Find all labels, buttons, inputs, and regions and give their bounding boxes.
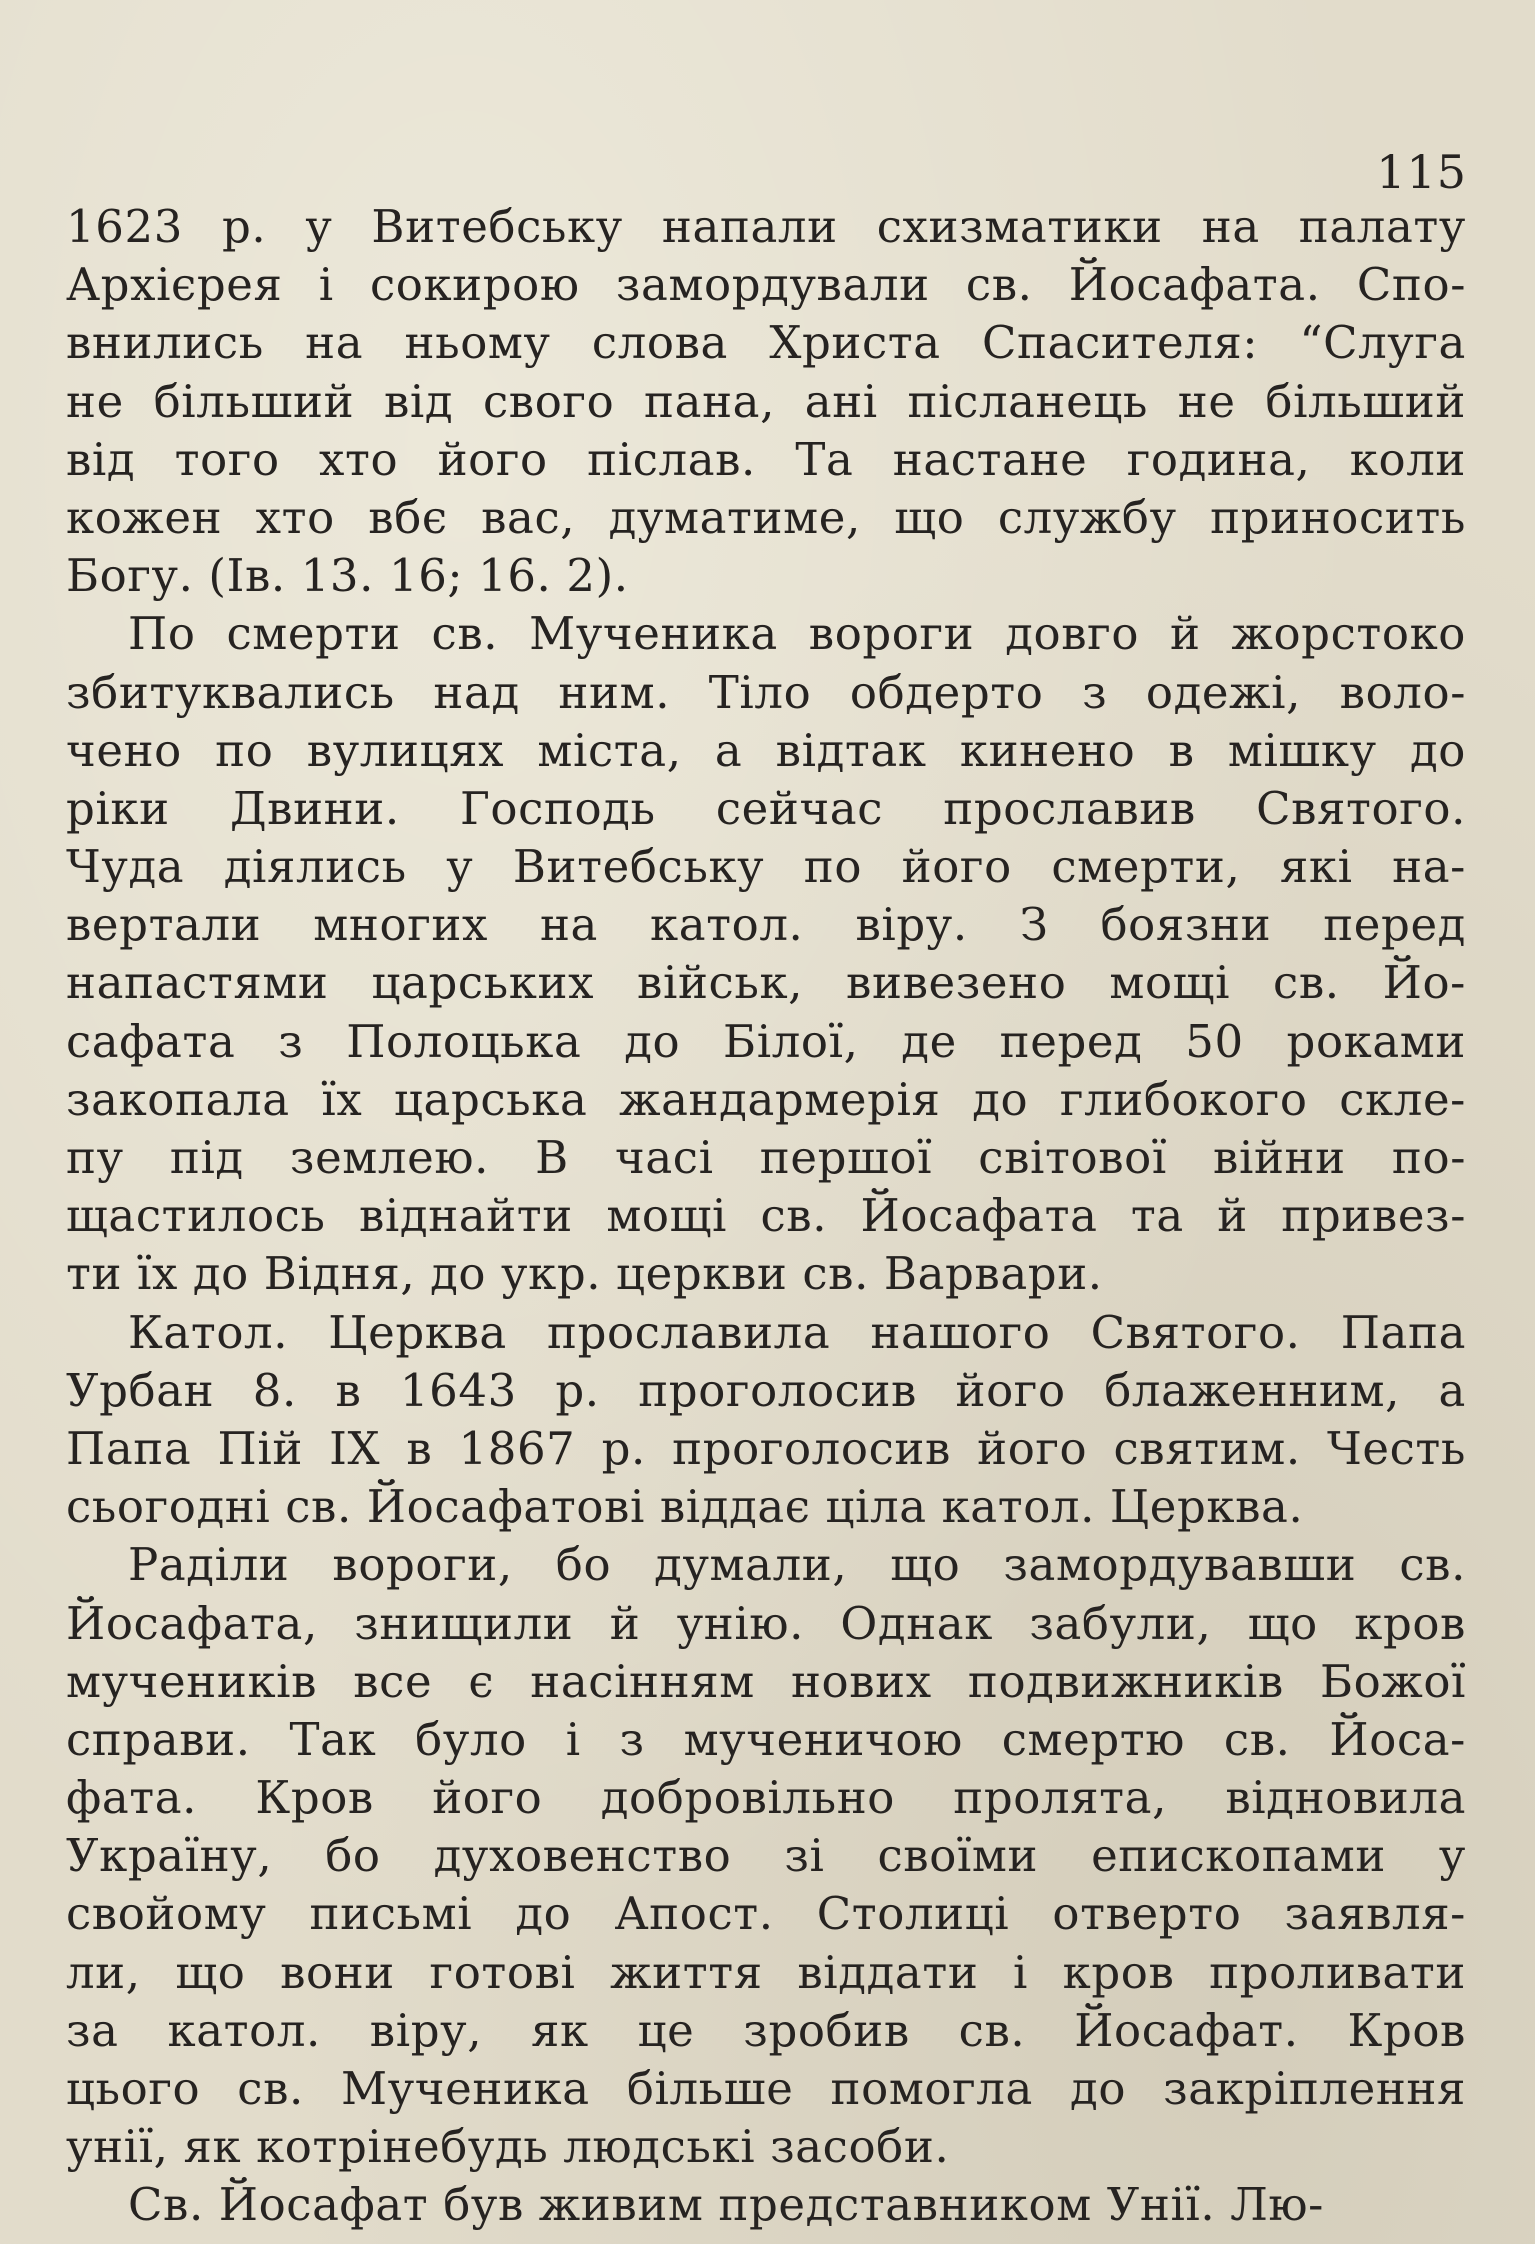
text-line: за катол. віру, як це зробив св. Йосафат. Кров	[66, 2003, 1466, 2057]
text-line: сьогодні св. Йосафатові віддає ціла катол. Церква.	[66, 1480, 1304, 1534]
text-line: не більший від свого пана, ані післанець не більший	[66, 374, 1466, 428]
paragraph	[66, 198, 1466, 605]
text-line: вертали многих на катол. віру. З боязни перед	[66, 898, 1466, 952]
page-number: 115	[1376, 145, 1467, 199]
text-line: фата. Кров його добровільно пролята, відновила	[66, 1771, 1466, 1825]
text-line: ли, що вони готові життя віддати і кров проливати	[66, 1945, 1466, 1999]
paragraph	[66, 1304, 1466, 1537]
text-line: цього св. Мученика більше помогла до закріплення	[66, 2062, 1466, 2115]
text-line: Архієрея і сокирою замордували св. Йосафата. Спо-	[66, 258, 1466, 312]
text-line: свойому письмі до Апост. Столиці отверто заявля-	[66, 1887, 1466, 1941]
text-line: Богу. (Ів. 13. 16; 16. 2).	[66, 549, 629, 603]
text-line: від того хто його післав. Та настане година, коли	[66, 432, 1466, 486]
paragraph	[66, 2176, 1466, 2234]
text-line: Україну, бо духовенство зі своїми епископами у	[66, 1829, 1466, 1883]
text-line: внились на ньому слова Христа Спасителя: “Слуга	[66, 316, 1466, 370]
text-line: збитуквались над ним. Тіло обдерто з одежі, воло-	[66, 665, 1466, 719]
text-line: Раділи вороги, бо думали, що замордувавши св.	[128, 1538, 1466, 1592]
text-line: унії, як котрінебудь людські засоби.	[66, 2120, 950, 2174]
text-line: Йосафата, знищили й унію. Однак забули, що кров	[66, 1596, 1466, 1650]
text-line: Св. Йосафат був живим представником Унії. Лю-	[128, 2178, 1324, 2232]
paragraph	[66, 1536, 1466, 2176]
body-text	[66, 198, 1466, 2235]
text-line: сафата з Полоцька до Білої, де перед 50 роками	[66, 1014, 1466, 1068]
text-line: По смерти св. Мученика вороги довго й жорстоко	[128, 607, 1466, 661]
text-line: чено по вулицях міста, а відтак кинено в мішку до	[66, 723, 1466, 777]
text-line: справи. Так було і з мученичою смертю св. Йоса-	[66, 1712, 1466, 1766]
text-line: ріки Двини. Господь сейчас прославив Святого.	[66, 781, 1466, 835]
text-line: 1623 р. у Витебську напали схизматики на палату	[66, 200, 1466, 253]
text-line: пу під землею. В часі першої світової війни по-	[66, 1131, 1466, 1184]
text-line: Чуда діялись у Витебську по його смерти, які на-	[66, 840, 1466, 894]
text-line: Папа Пій IX в 1867 р. проголосив його святим. Честь	[66, 1421, 1466, 1475]
paragraph	[66, 605, 1466, 1303]
text-line: Урбан 8. в 1643 р. проголосив його блаженним, а	[66, 1363, 1466, 1417]
text-line: Катол. Церква прославила нашого Святого. Папа	[128, 1305, 1466, 1359]
text-line: закопала їх царська жандармерія до глибокого скле-	[66, 1072, 1466, 1126]
text-line: щастилось віднайти мощі св. Йосафата та й привез-	[66, 1189, 1466, 1243]
text-line: ти їх до Відня, до укр. церкви св. Варвари.	[66, 1247, 1103, 1301]
text-line: кожен хто вбє вас, думатиме, що службу приносить	[66, 490, 1466, 544]
text-line: мучеників все є насінням нових подвижників Божої	[66, 1654, 1466, 1708]
text-line: напастями царських військ, вивезено мощі св. Йо-	[66, 956, 1466, 1010]
